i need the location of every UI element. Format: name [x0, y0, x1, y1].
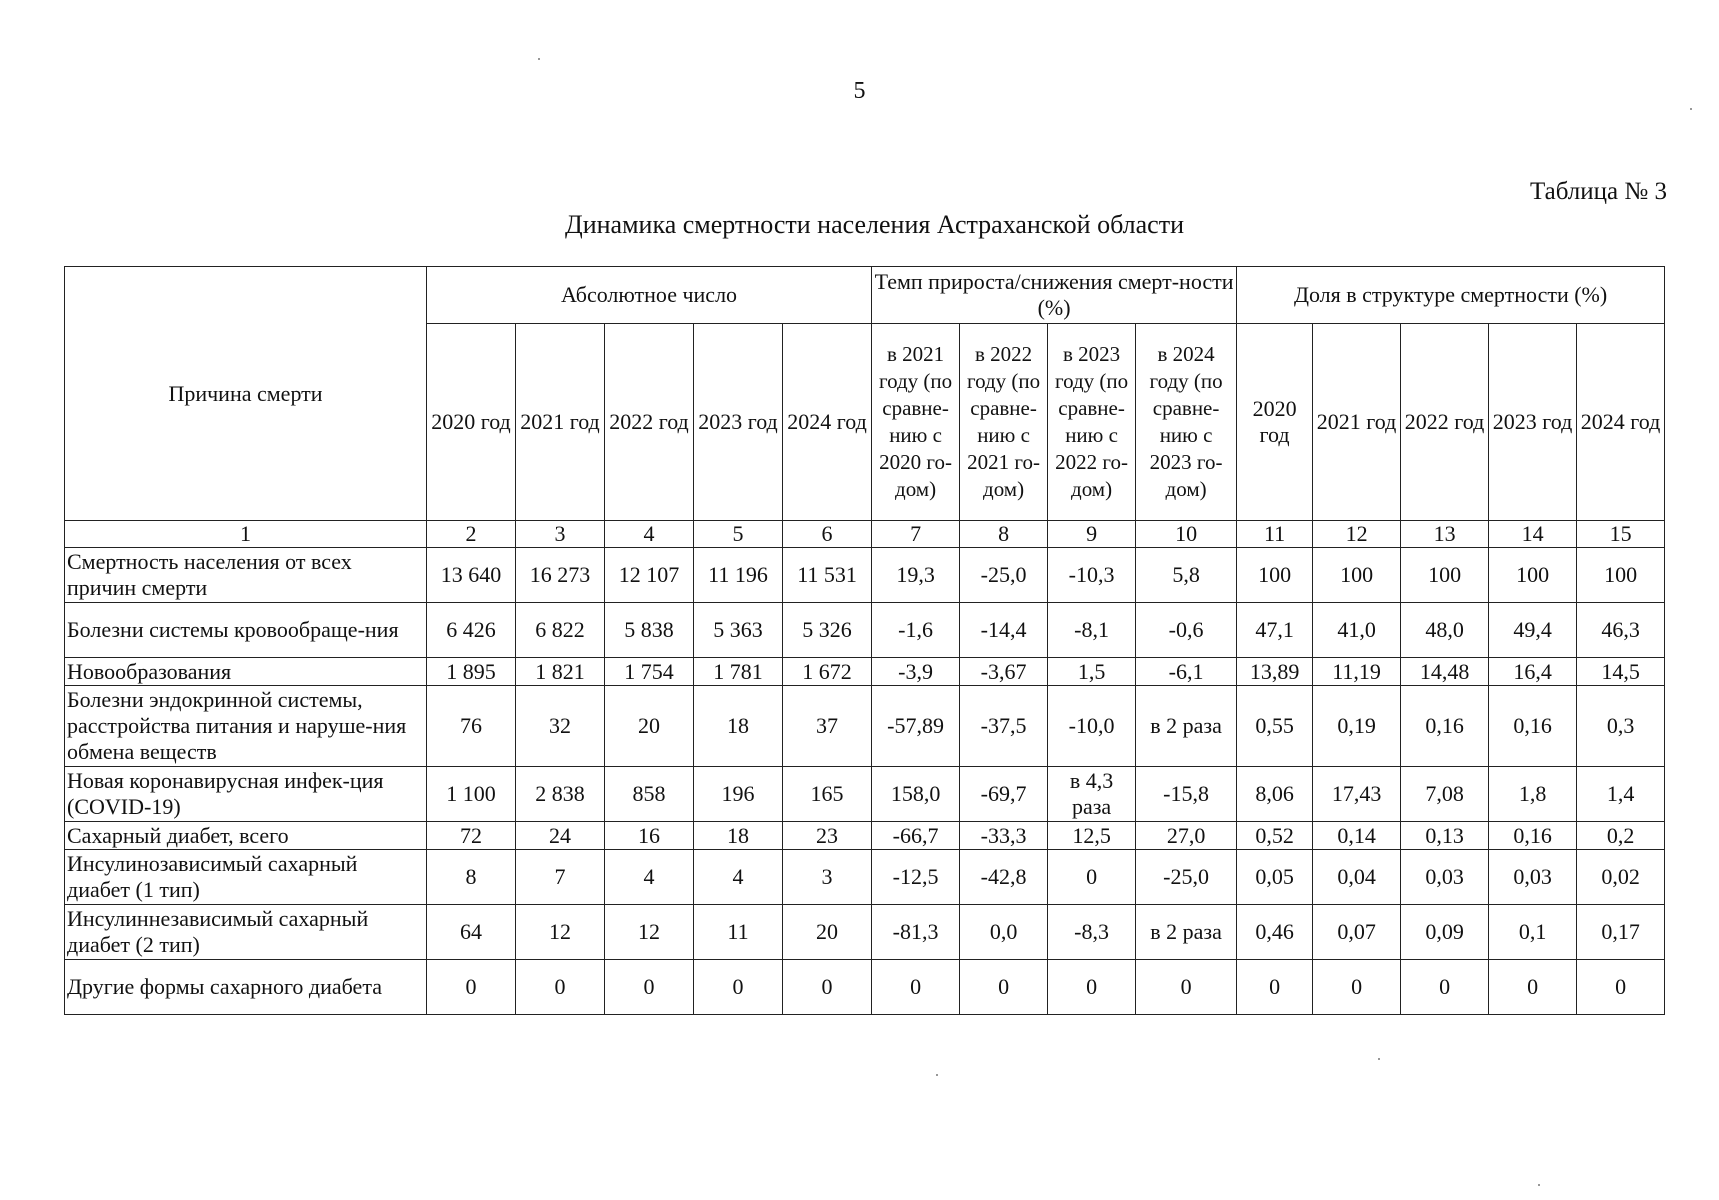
header-year: 2024 год [783, 324, 872, 521]
header-year: 2023 год [1489, 324, 1577, 521]
value-cell: 64 [427, 905, 516, 960]
value-cell: 1 821 [516, 658, 605, 686]
table-row [65, 905, 1665, 960]
scan-speck [936, 1074, 938, 1076]
value-cell: 1 781 [694, 658, 783, 686]
value-cell: 0 [1401, 960, 1489, 1015]
value-cell: 1 100 [427, 767, 516, 822]
cause-cell: Новая коронавирусная инфек-ция (COVID-19) [65, 767, 427, 822]
value-cell: -14,4 [960, 603, 1048, 658]
header-growth-period: в 2021 году (по сравне-нию с 2020 го-дом) [872, 324, 960, 521]
value-cell: 100 [1577, 548, 1665, 603]
value-cell: -25,0 [960, 548, 1048, 603]
value-cell: 18 [694, 686, 783, 767]
value-cell: -57,89 [872, 686, 960, 767]
header-absolute: Абсолютное число [427, 267, 872, 324]
header-year: 2021 год [1313, 324, 1401, 521]
table-row [65, 850, 1665, 905]
value-cell: 4 [694, 850, 783, 905]
table-row [65, 822, 1665, 850]
value-cell: -66,7 [872, 822, 960, 850]
value-cell: 18 [694, 822, 783, 850]
column-number: 1 [65, 521, 427, 548]
table-row [65, 767, 1665, 822]
value-cell: 13,89 [1237, 658, 1313, 686]
value-cell: -33,3 [960, 822, 1048, 850]
value-cell: 0,04 [1313, 850, 1401, 905]
value-cell: -69,7 [960, 767, 1048, 822]
value-cell: 0,09 [1401, 905, 1489, 960]
value-cell: 37 [783, 686, 872, 767]
value-cell: 41,0 [1313, 603, 1401, 658]
table-row [65, 686, 1665, 767]
value-cell: 0,07 [1313, 905, 1401, 960]
value-cell: 0 [1577, 960, 1665, 1015]
header-growth-period: в 2022 году (по сравне-нию с 2021 го-дом) [960, 324, 1048, 521]
value-cell: 0 [1313, 960, 1401, 1015]
value-cell: 3 [783, 850, 872, 905]
column-number: 4 [605, 521, 694, 548]
value-cell: -10,0 [1048, 686, 1136, 767]
value-cell: -25,0 [1136, 850, 1237, 905]
value-cell: 14,48 [1401, 658, 1489, 686]
value-cell: -37,5 [960, 686, 1048, 767]
cause-cell: Новообразования [65, 658, 427, 686]
value-cell: 0,46 [1237, 905, 1313, 960]
value-cell: 6 426 [427, 603, 516, 658]
value-cell: 13 640 [427, 548, 516, 603]
cause-cell: Болезни системы кровообраще-ния [65, 603, 427, 658]
value-cell: 0,13 [1401, 822, 1489, 850]
value-cell: 23 [783, 822, 872, 850]
value-cell: -1,6 [872, 603, 960, 658]
cause-cell: Другие формы сахарного диабета [65, 960, 427, 1015]
column-number: 9 [1048, 521, 1136, 548]
value-cell: в 2 раза [1136, 686, 1237, 767]
value-cell: 100 [1489, 548, 1577, 603]
value-cell: 0 [605, 960, 694, 1015]
value-cell: 12 [516, 905, 605, 960]
value-cell: 11 531 [783, 548, 872, 603]
value-cell: 0,19 [1313, 686, 1401, 767]
value-cell: 0 [427, 960, 516, 1015]
table-row [65, 658, 1665, 686]
value-cell: 4 [605, 850, 694, 905]
header-year: 2020 год [1237, 324, 1313, 521]
value-cell: 0 [1048, 850, 1136, 905]
header-growth: Темп прироста/снижения смерт-ности (%) [872, 267, 1237, 324]
value-cell: 0,14 [1313, 822, 1401, 850]
value-cell: 0 [694, 960, 783, 1015]
value-cell: 1,5 [1048, 658, 1136, 686]
value-cell: 165 [783, 767, 872, 822]
value-cell: 7 [516, 850, 605, 905]
mortality-table [64, 266, 1665, 1015]
table-title: Динамика смертности населения Астраханской области [564, 210, 1184, 239]
table-row [65, 960, 1665, 1015]
scan-speck [1690, 108, 1692, 110]
value-cell: 196 [694, 767, 783, 822]
value-cell: 0 [516, 960, 605, 1015]
value-cell: -42,8 [960, 850, 1048, 905]
value-cell: 0,05 [1237, 850, 1313, 905]
column-number: 11 [1237, 521, 1313, 548]
value-cell: 0 [1048, 960, 1136, 1015]
table-row [65, 548, 1665, 603]
header-year: 2022 год [1401, 324, 1489, 521]
header-growth-period: в 2023 году (по сравне-нию с 2022 го-дом) [1048, 324, 1136, 521]
value-cell: 0 [1136, 960, 1237, 1015]
value-cell: -12,5 [872, 850, 960, 905]
value-cell: 16 273 [516, 548, 605, 603]
value-cell: 2 838 [516, 767, 605, 822]
column-number: 7 [872, 521, 960, 548]
value-cell: 11 [694, 905, 783, 960]
value-cell: 14,5 [1577, 658, 1665, 686]
value-cell: 0,0 [960, 905, 1048, 960]
value-cell: -15,8 [1136, 767, 1237, 822]
value-cell: 0,16 [1401, 686, 1489, 767]
header-year: 2024 год [1577, 324, 1665, 521]
value-cell: 1 672 [783, 658, 872, 686]
value-cell: 0,03 [1489, 850, 1577, 905]
header-cause: Причина смерти [65, 267, 427, 521]
value-cell: 0,52 [1237, 822, 1313, 850]
value-cell: 5 838 [605, 603, 694, 658]
value-cell: 158,0 [872, 767, 960, 822]
column-number: 6 [783, 521, 872, 548]
value-cell: 8 [427, 850, 516, 905]
value-cell: 20 [605, 686, 694, 767]
value-cell: 0,02 [1577, 850, 1665, 905]
header-year: 2023 год [694, 324, 783, 521]
scan-speck [1378, 1058, 1380, 1060]
value-cell: в 4,3 раза [1048, 767, 1136, 822]
value-cell: 20 [783, 905, 872, 960]
value-cell: 1 895 [427, 658, 516, 686]
value-cell: 100 [1401, 548, 1489, 603]
column-number: 8 [960, 521, 1048, 548]
value-cell: 17,43 [1313, 767, 1401, 822]
value-cell: 0,16 [1489, 822, 1577, 850]
value-cell: -8,1 [1048, 603, 1136, 658]
value-cell: 24 [516, 822, 605, 850]
value-cell: -6,1 [1136, 658, 1237, 686]
value-cell: 49,4 [1489, 603, 1577, 658]
value-cell: 11,19 [1313, 658, 1401, 686]
value-cell: 0,17 [1577, 905, 1665, 960]
value-cell: 0,55 [1237, 686, 1313, 767]
value-cell: 11 196 [694, 548, 783, 603]
column-number: 13 [1401, 521, 1489, 548]
column-number: 2 [427, 521, 516, 548]
column-number: 3 [516, 521, 605, 548]
cause-cell: Болезни эндокринной системы, расстройства питания и наруше-ния обмена веществ [65, 686, 427, 767]
value-cell: 858 [605, 767, 694, 822]
table-label: Таблица № 3 [1529, 178, 1667, 205]
value-cell: 0,03 [1401, 850, 1489, 905]
cause-cell: Смертность населения от всех причин смерти [65, 548, 427, 603]
table-body [65, 548, 1665, 1015]
value-cell: -3,9 [872, 658, 960, 686]
value-cell: 0 [783, 960, 872, 1015]
value-cell: 16,4 [1489, 658, 1577, 686]
column-number-row [65, 521, 1665, 548]
column-number: 14 [1489, 521, 1577, 548]
value-cell: 1 754 [605, 658, 694, 686]
value-cell: 0 [960, 960, 1048, 1015]
value-cell: 0 [1237, 960, 1313, 1015]
header-year: 2021 год [516, 324, 605, 521]
cause-cell: Сахарный диабет, всего [65, 822, 427, 850]
value-cell: -8,3 [1048, 905, 1136, 960]
value-cell: 1,8 [1489, 767, 1577, 822]
value-cell: 0,1 [1489, 905, 1577, 960]
value-cell: 12 107 [605, 548, 694, 603]
value-cell: 100 [1313, 548, 1401, 603]
cause-cell: Инсулинозависимый сахарный диабет (1 тип) [65, 850, 427, 905]
scan-speck [538, 58, 540, 60]
table-row [65, 603, 1665, 658]
header-growth-period: в 2024 году (по сравне-нию с 2023 го-дом) [1136, 324, 1237, 521]
value-cell: 6 822 [516, 603, 605, 658]
cause-cell: Инсулиннезависимый сахарный диабет (2 тип) [65, 905, 427, 960]
value-cell: 47,1 [1237, 603, 1313, 658]
value-cell: 0,16 [1489, 686, 1577, 767]
value-cell: 0 [872, 960, 960, 1015]
value-cell: -3,67 [960, 658, 1048, 686]
value-cell: 19,3 [872, 548, 960, 603]
value-cell: 48,0 [1401, 603, 1489, 658]
header-year: 2020 год [427, 324, 516, 521]
value-cell: 27,0 [1136, 822, 1237, 850]
value-cell: 1,4 [1577, 767, 1665, 822]
value-cell: 5,8 [1136, 548, 1237, 603]
page-number: 5 [853, 78, 866, 104]
header-year: 2022 год [605, 324, 694, 521]
column-number: 10 [1136, 521, 1237, 548]
value-cell: -0,6 [1136, 603, 1237, 658]
value-cell: 46,3 [1577, 603, 1665, 658]
value-cell: 5 363 [694, 603, 783, 658]
value-cell: 0,3 [1577, 686, 1665, 767]
value-cell: 100 [1237, 548, 1313, 603]
scan-speck [1538, 1184, 1540, 1186]
value-cell: -10,3 [1048, 548, 1136, 603]
value-cell: 16 [605, 822, 694, 850]
header-share: Доля в структуре смертности (%) [1237, 267, 1665, 324]
value-cell: 8,06 [1237, 767, 1313, 822]
value-cell: 32 [516, 686, 605, 767]
value-cell: -81,3 [872, 905, 960, 960]
value-cell: 72 [427, 822, 516, 850]
value-cell: 0 [1489, 960, 1577, 1015]
value-cell: 12,5 [1048, 822, 1136, 850]
column-number: 5 [694, 521, 783, 548]
column-number: 15 [1577, 521, 1665, 548]
value-cell: 12 [605, 905, 694, 960]
value-cell: 7,08 [1401, 767, 1489, 822]
value-cell: в 2 раза [1136, 905, 1237, 960]
value-cell: 76 [427, 686, 516, 767]
column-number: 12 [1313, 521, 1401, 548]
value-cell: 5 326 [783, 603, 872, 658]
value-cell: 0,2 [1577, 822, 1665, 850]
